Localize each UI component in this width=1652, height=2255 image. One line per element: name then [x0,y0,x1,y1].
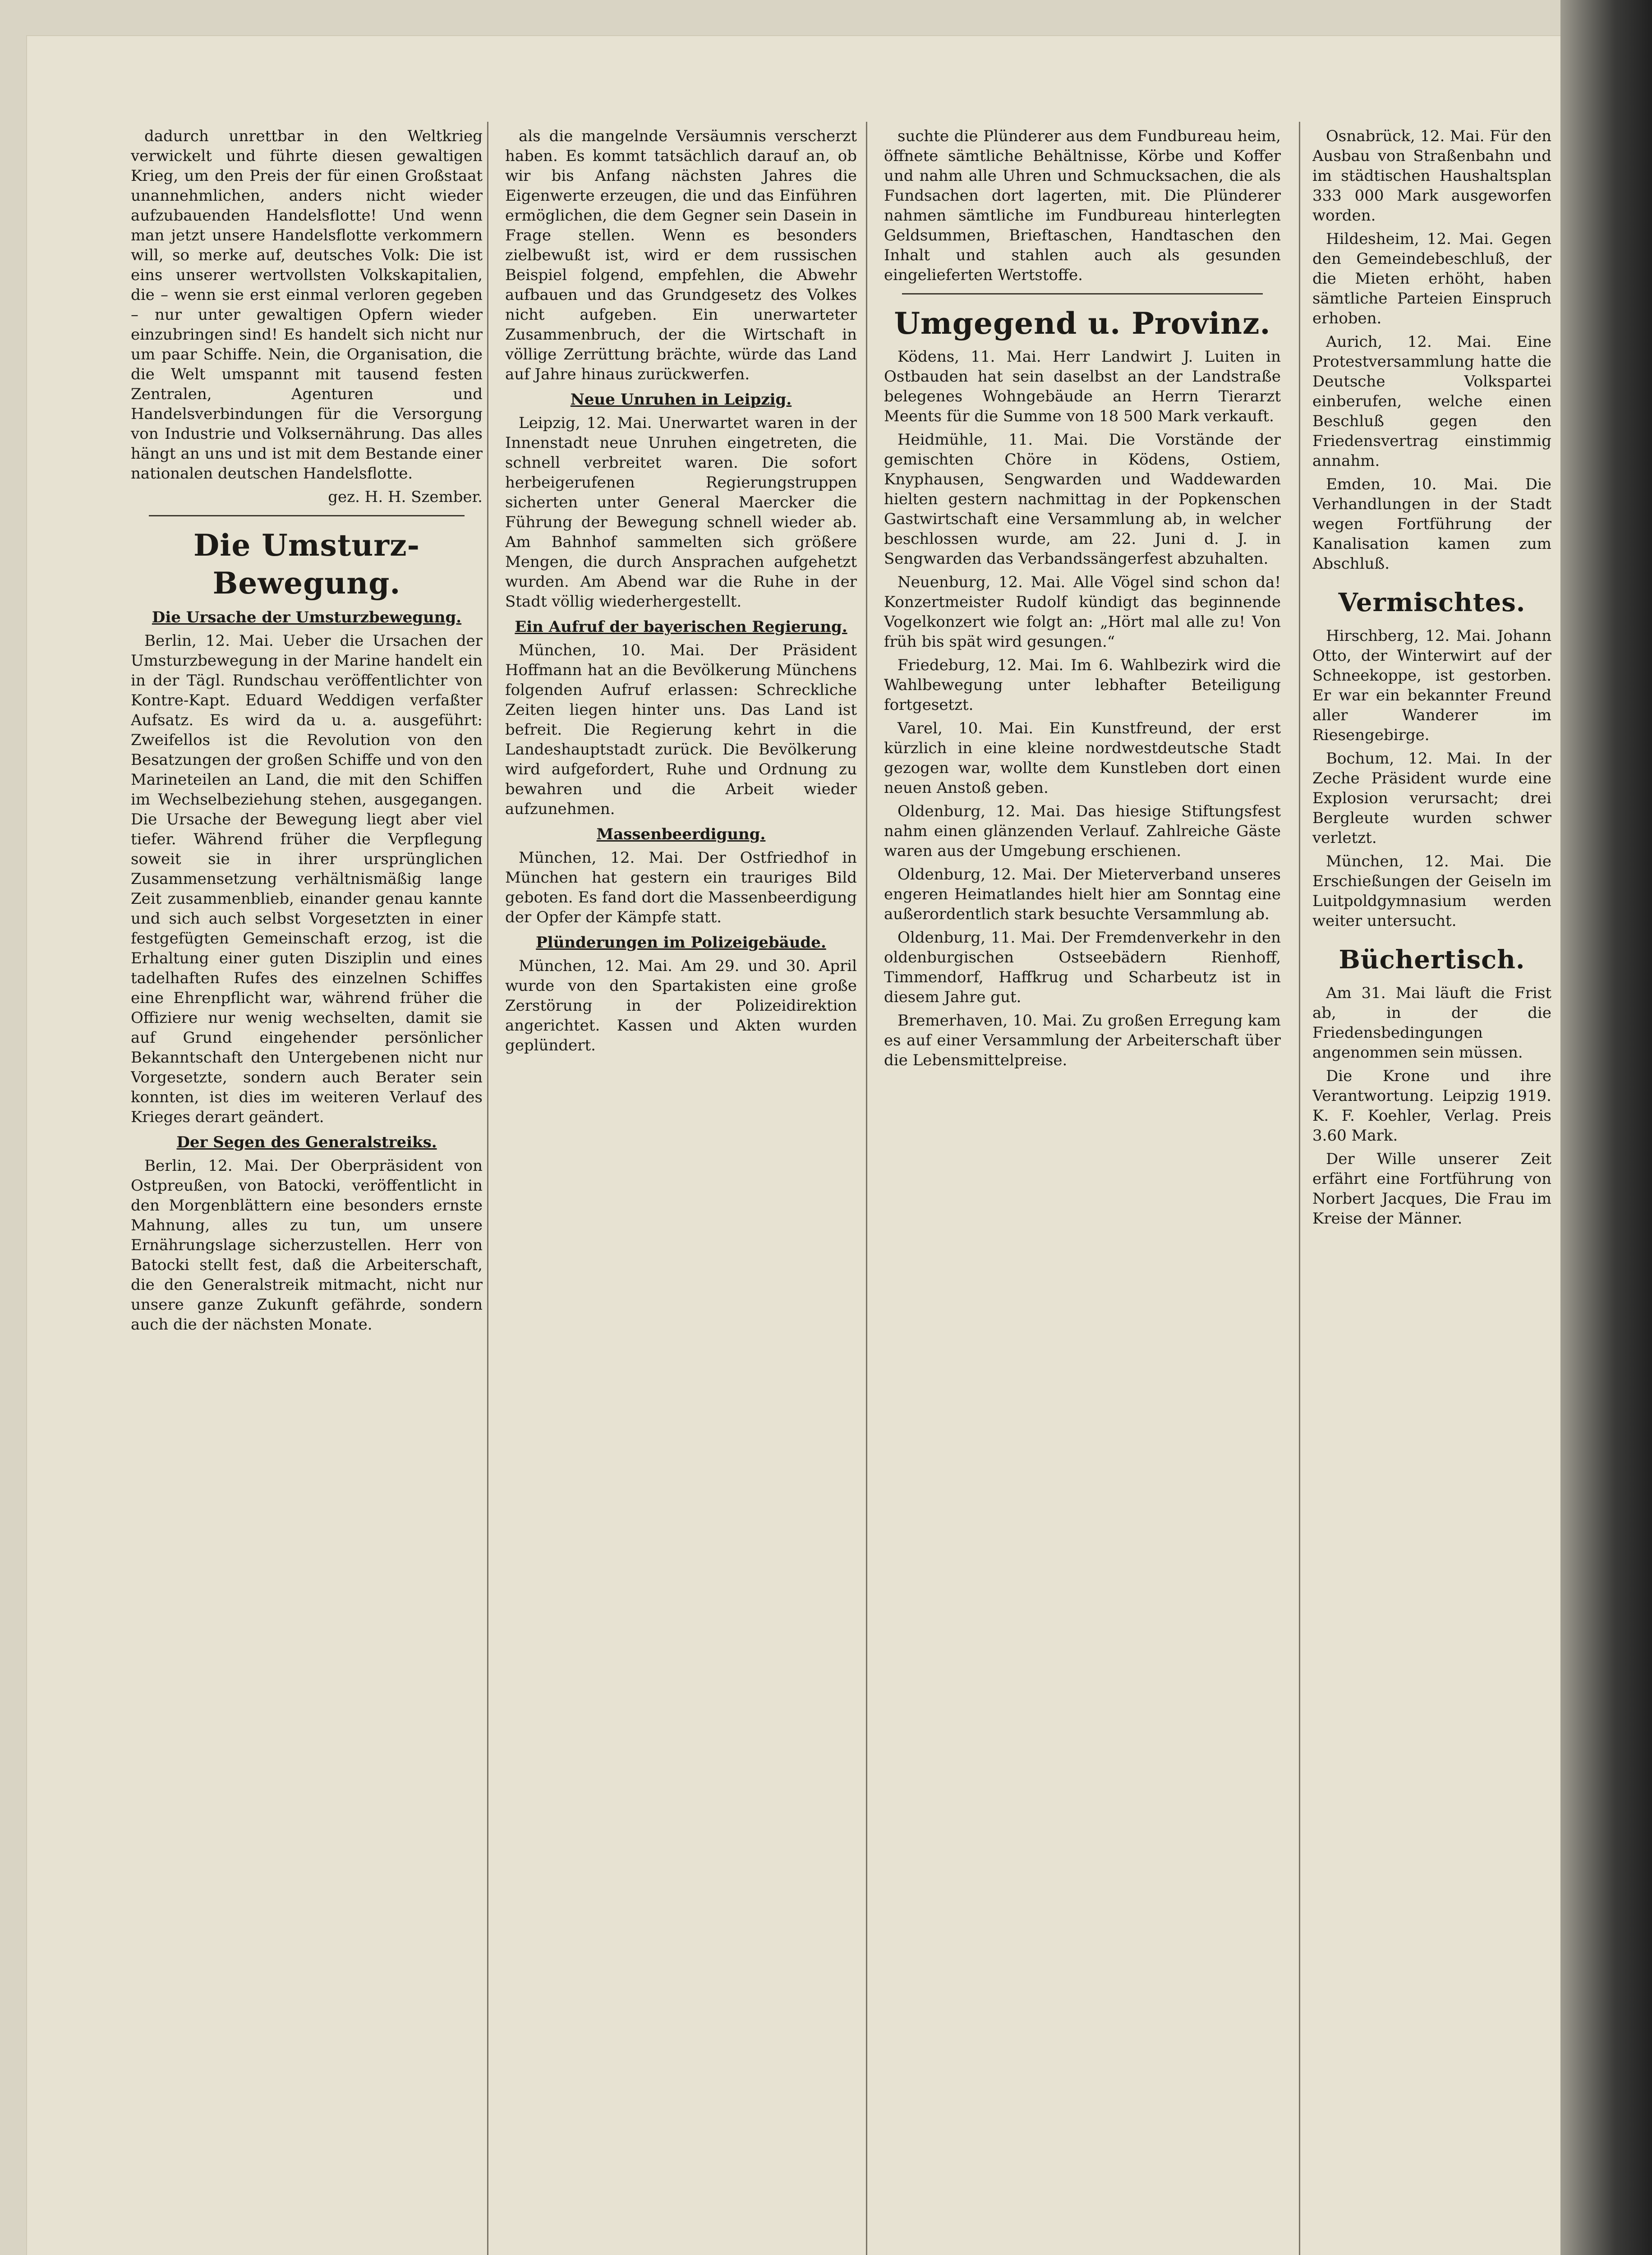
divider [149,515,465,516]
news-item: Bochum, 12. Mai. In der Zeche Präsident wurde eine Explosion verursacht; drei Bergleute wurden schwer verletzt. [1312,750,1551,847]
news-item: Hirschberg, 12. Mai. Johann Otto, der Winterwirt auf der Schneekoppe, ist gestorben. Er war ein bekannter Freund aller Wanderer im Riesengebirge. [1312,627,1551,744]
column-1 [131,126,483,2255]
book-item: Am 31. Mai läuft die Frist ab, in der die Friedensbedingungen angenommen sein müssen. [1312,984,1551,1062]
book-item: Der Wille unserer Zeit erfährt eine Fortführung von Norbert Jacques, Die Frau im Kreise der Männer. [1312,1150,1551,1228]
column-rule [1299,122,1300,2255]
page-edge-shadow [1560,0,1652,2255]
section-heading: Vermischtes. [1338,588,1526,617]
news-item: Oldenburg, 11. Mai. Der Fremdenverkehr in den oldenburgischen Ostseebädern Rienhoff, Timmendorf, Haffkrug und Scharbeutz ist in diesem Jahre gut. [884,929,1281,1006]
news-item: Osnabrück, 12. Mai. Für den Ausbau von Straßenbahn und im städtischen Haushaltsplan 333 000 Mark ausgeworfen worden. [1312,127,1551,225]
news-item: Varel, 10. Mai. Ein Kunstfreund, der erst kürzlich in eine kleine nordwestdeutsche Stadt gezogen war, wollte dem Kunstleben dort einen neuen Anstoß geben. [884,719,1281,797]
article-heading: Die Ursache der Umsturzbewegung. [152,608,462,626]
column-rule [866,122,867,2255]
article-heading: Neue Unruhen in Leipzig. [570,391,792,409]
news-item: Friedeburg, 12. Mai. Im 6. Wahlbezirk wird die Wahlbewegung unter lebhafter Beteiligung fortgesetzt. [884,656,1281,714]
article-text: Berlin, 12. Mai. Ueber die Ursachen der Umsturzbewegung in der Marine handelt ein in der Tägl. Rundschau veröffentlichter von Kontre-Kapt. Eduard Weddigen verfaßter Aufsatz. Es wird da u. a. ausgeführt: Zweifellos ist die Revolution von den Besatzungen der großen Schiffe und von den Marineteilen an Land, die mit den Schiffen im Wechselbeziehung stehen, ausgegangen. Die Ursache der Bewegung liegt aber viel tiefer. Während früher die Verpflegung soweit sie in ihrer ursprünglichen Zusammensetzung verhältnismäßig lange Zeit zusammenblieb, einander genau kannte und sich auch selbst Vorgesetzten in einer festgefügten Gemeinschaft erzog, ist die Erhaltung einer guten Disziplin und eines tadelhaften Rufes des einzelnen Schiffes eine Ehrenpflicht war, während früher die Offiziere nur wenig wechselten, damit sie auf Grund eingehender persönlicher Bekanntschaft den Untergebenen nicht nur Vorgesetzte, sondern auch Berater sein konnten, ist dies im weiteren Verlauf des Krieges derart geändert. [131,632,483,1126]
article-heading: Der Segen des Generalstreiks. [176,1133,437,1151]
article-text: München, 10. Mai. Der Präsident Hoffmann hat an die Bevölkerung Münchens folgenden Aufruf erlassen: Schreckliche Zeiten liegen hinter uns. Das Land ist befreit. Die Regierung kehrt in die Landeshauptstadt zurück. Die Bevölkerung wird aufgefordert, Ruhe und Ordnung zu bewahren und die Arbeit wieder aufzunehmen. [505,641,857,818]
news-item: Hildesheim, 12. Mai. Gegen den Gemeindebeschluß, der die Mieten erhöht, haben sämtliche Parteien Einspruch erhoben. [1312,230,1551,327]
intro-paragraph: dadurch unrettbar in den Weltkrieg verwickelt und führte diesen gewaltigen Krieg, um den Preis der für einen Großstaat unannehmlichen, anders nicht wieder aufzubauenden Handelsflotte! Und wenn man jetzt unsere Handelsflotte verkommern will, so merke auf, deutsches Volk: Die ist eins unserer wertvollsten Volkskapitalien, die – wenn sie erst einmal verloren gegeben – nur unter gewaltigen Opfern wieder einzubringen sind! Es handelt sich nicht nur um paar Schiffe. Nein, die Organisation, die die Welt umspannt mit tausend festen Zentralen, Agenturen und Handelsverbindungen für die Versorgung von Industrie und Volksernährung. Das alles hängt an uns und ist mit dem Bestande einer nationalen deutschen Handelsflotte. [131,127,483,483]
news-item: Bremerhaven, 10. Mai. Zu großen Erregung kam es auf einer Versammlung der Arbeiterschaft über die Lebensmittelpreise. [884,1012,1281,1069]
news-item: Emden, 10. Mai. Die Verhandlungen in der Stadt wegen Fortführung der Kanalisation kamen zum Abschluß. [1312,475,1551,573]
section-heading: Büchertisch. [1339,945,1525,975]
news-item: Oldenburg, 12. Mai. Das hiesige Stiftungsfest nahm einen glänzenden Verlauf. Zahlreiche Gäste waren aus der Umgebung erschienen. [884,802,1281,860]
news-item: München, 12. Mai. Die Erschießungen der Geiseln im Luitpoldgymnasium werden weiter untersucht. [1312,852,1551,930]
column-4 [1312,126,1551,2255]
byline: gez. H. H. Szember. [328,488,483,506]
news-item: Neuenburg, 12. Mai. Alle Vögel sind schon da! Konzertmeister Rudolf kündigt das beginnende Vogelkonzert wie folgt an: „Hört mal alle zu! Von früh bis spät wird gesungen.“ [884,573,1281,651]
news-item: Heidmühle, 11. Mai. Die Vorstände der gemischten Chöre in Ködens, Ostiem, Knyphausen, Sengwarden und Waddewarden hielten gestern nachmittag in der Popkenschen Gastwirtschaft eine Versammlung ab, in welcher beschlossen wurde, am 22. Juni d. J. in Sengwarden das Verbandssängerfest abzuhalten. [884,431,1281,568]
article-text: München, 12. Mai. Der Ostfriedhof in München hat gestern ein trauriges Bild geboten. Es fand dort die Massenbeerdigung der Opfer der Kämpfe statt. [505,849,857,926]
section-heading: Umgegend u. Provinz. [894,306,1271,341]
divider [902,293,1263,295]
news-item: Aurich, 12. Mai. Eine Protestversammlung hatte die Deutsche Volkspartei einberufen, welche einen Beschluß gegen den Friedensvertrag einstimmig annahm. [1312,333,1551,470]
article-text: München, 12. Mai. Am 29. und 30. April wurde von den Spartakisten eine große Zerstörung in der Polizeidirektion angerichtet. Kassen und Akten wurden geplündert. [505,957,857,1054]
article-heading: Ein Aufruf der bayerischen Regierung. [515,618,847,636]
column-3 [884,126,1281,2255]
section-heading: Die Umsturz-Bewegung. [193,528,420,601]
book-item: Die Krone und ihre Verantwortung. Leipzig 1919. K. F. Koehler, Verlag. Preis 3.60 Mark. [1312,1067,1551,1145]
article-heading: Plünderungen im Polizeigebäude. [536,934,826,952]
news-item: Oldenburg, 12. Mai. Der Mieterverband unseres engeren Heimatlandes hielt hier am Sonntag eine außerordentlich stark besuchte Versammlung ab. [884,865,1281,923]
column-rule [487,122,488,2255]
article-heading: Massenbeerdigung. [596,825,766,843]
news-item: Ködens, 11. Mai. Herr Landwirt J. Luiten in Ostbauden hat sein daselbst an der Landstraße belegenes Wohngebäude an Herrn Tierarzt Meents für die Summe von 18 500 Mark verkauft. [884,348,1281,425]
intro-paragraph: als die mangelnde Versäumnis verscherzt haben. Es kommt tatsächlich darauf an, ob wir bis Anfang nächsten Jahres die Eigenwerte erzeugen, die und das Einführen ermöglichen, die dem Gegner sein Dasein in Frage stellen. Wenn es besonders zielbewußt ist, wird er dem russischen Beispiel folgend, empfehlen, die Abwehr aufbauen und das Grundgesetz des Volkes nicht aufgeben. Ein unerwarteter Zusammenbruch, der die Wirtschaft in völlige Zerrüttung brächte, würde das Land auf Jahre hinaus zurückwerfen. [505,127,857,383]
article-text: Leipzig, 12. Mai. Unerwartet waren in der Innenstadt neue Unruhen eingetreten, die schnell verbreitet waren. Die sofort herbeigerufenen Regierungstruppen sicherten unter General Maercker die Führung der Bewegung schnell wieder ab. Am Bahnhof sammelten sich größere Mengen, die durch Ansprachen aufgehetzt wurden. Am Abend war die Ruhe in der Stadt völlig wiederhergestellt. [505,414,857,611]
article-text: Berlin, 12. Mai. Der Oberpräsident von Ostpreußen, von Batocki, veröffentlicht in den Morgenblättern eine besonders ernste Mahnung, alles zu tun, um unsere Ernährungslage sicherzustellen. Herr von Batocki stellt fest, daß die Arbeiterschaft, die den Generalstreik mitmacht, nicht nur unsere ganze Zukunft gefährde, sondern auch die der nächsten Monate. [131,1157,483,1334]
intro-paragraph: suchte die Plünderer aus dem Fundbureau heim, öffnete sämtliche Behältnisse, Körbe und Koffer und nahm alle Uhren und Schmucksachen, die als Fundsachen dort lagerten, mit. Die Plünderer nahmen sämtliche im Fundbureau hinterlegten Geldsummen, Brieftaschen, Handtaschen den Inhalt und stahlen auch als gesunden eingelieferten Wertstoffe. [884,127,1281,284]
column-2 [505,126,857,2255]
